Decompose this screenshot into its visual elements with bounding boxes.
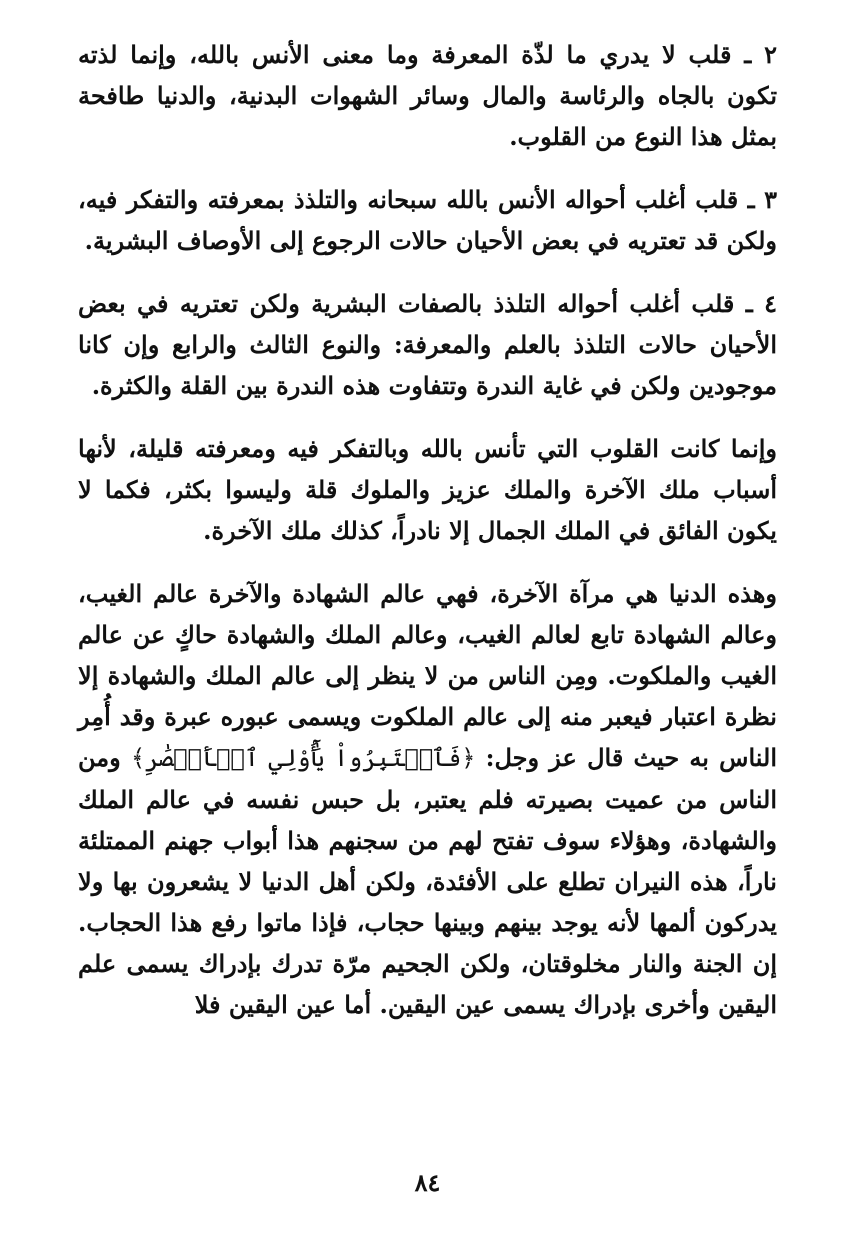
paragraph-2: ٣ ـ قلب أغلب أحواله الأنس بالله سبحانه والتلذذ بمعرفته والتفكر فيه، ولكن قد تعتريه في بعض الأحيان حالات الرجوع إلى الأوصاف البشرية.	[78, 185, 777, 255]
paragraph-5	[78, 573, 777, 1025]
paragraph-1: ٢ ـ قلب لا يدري ما لذّة المعرفة وما معنى الأنس بالله، وإنما لذته تكون بالجاه والرئاسة والمال وسائر الشهوات البدنية، والدنيا طافحة بمثل هذا النوع من القلوب.	[78, 40, 777, 151]
quran-verse: ﴿فَٱعۡتَبِرُواْ يَٰٓأُوْلِي ٱلۡأَبۡصَٰرِ﴾	[130, 744, 476, 772]
paragraph-5-text-before-verse: وهذه الدنيا هي مرآة الآخرة، فهي عالم الشهادة والآخرة عالم الغيب، وعالم الشهادة تابع لعالم الغيب، وعالم الملك والشهادة حاكٍ عن عالم الغيب والملكوت. ومِن الناس من لا ينظر إلى عالم الملك والشهادة إلا نظرة اعتبار فيعبر منه إلى عالم الملكوت ويسمى عبوره عبرة وقد أُمِر الناس به حيث قال عز وجل:	[78, 579, 777, 772]
document-page	[78, 34, 777, 1116]
paragraph-3: ٤ ـ قلب أغلب أحواله التلذذ بالصفات البشرية ولكن تعتريه في بعض الأحيان حالات التلذذ بالعلم والمعرفة: والنوع الثالث والرابع وإن كانا موجودين ولكن في غاية الندرة وتتفاوت هذه الندرة بين القلة والكثرة.	[78, 289, 777, 400]
page-number: ٨٤	[414, 1168, 441, 1197]
paragraph-4: وإنما كانت القلوب التي تأنس بالله وبالتفكر فيه ومعرفته قليلة، لأنها أسباب ملك الآخرة والملك عزيز والملوك قلة وليسوا بكثر، فكما لا يكون الفائق في الملك الجمال إلا نادراً، كذلك ملك الآخرة.	[78, 434, 777, 545]
paragraph-5-text-after-verse: ومن الناس من عميت بصيرته فلم يعتبر، بل حبس نفسه في عالم الملك والشهادة، وهؤلاء سوف تفتح لهم من سجنهم هذا أبواب جهنم الممتلئة ناراً، هذه النيران تطلع على الأفئدة، ولكن أهل الدنيا لا يشعرون بها ولا يدركون ألمها لأنه يوجد بينهم وبينها حجاب، فإذا ماتوا رفع هذا الحجاب. إن الجنة والنار مخلوقتان، ولكن الجحيم مرّة تدرك بإدراك يسمى علم اليقين وأخرى بإدراك يسمى عين اليقين. أما عين اليقين فلا	[78, 743, 777, 1019]
